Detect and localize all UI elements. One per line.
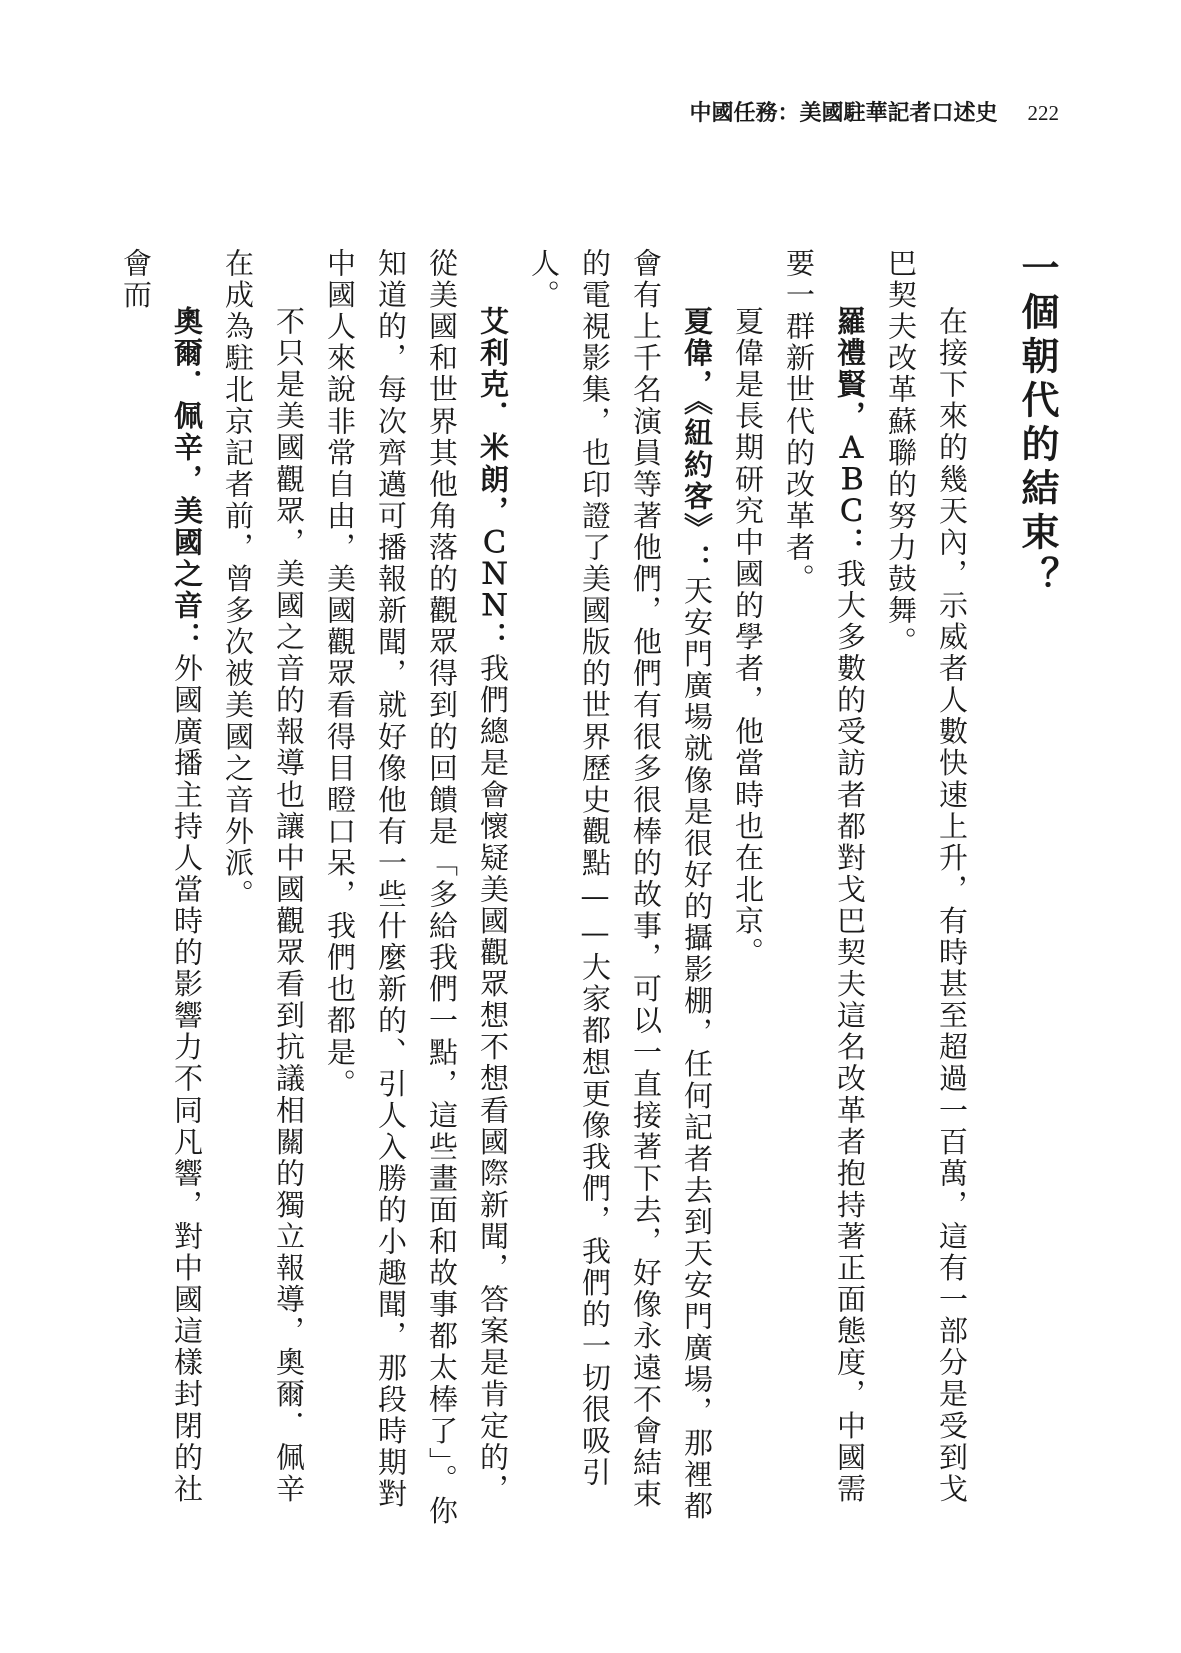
quote-paragraph-new-yorker	[518, 248, 722, 1528]
publication-title: 《紐約客》	[680, 400, 714, 544]
quote-text: 我們總是會懷疑美國觀眾想不想看國際新聞，答案是肯定的，從美國和世界其他角落的觀眾得到的回饋是「多給我們一點，這些畫面和故事都太棒了」。你知道的，每次齊邁可播報新聞，就好像他有一些什麼新的、引人入勝的小趣聞，那段時期對中國人來說非常自由，美國觀眾看得目瞪口呆，我們也都是。	[323, 248, 510, 1528]
speaker-label: 艾利克．米朗，ＣＮＮ：	[476, 306, 510, 654]
page-number: 222	[1027, 101, 1059, 125]
quote-paragraph-abc	[773, 248, 875, 1528]
quote-text: 外國廣播主持人當時的影響力不同凡響，對中國這樣封閉的社會而	[119, 248, 204, 1505]
paragraph-voa: 不只是美國觀眾，美國之音的報導也讓中國觀眾看到抗議相關的獨立報導，奧爾．佩辛在成為駐北京記者前，曾多次被美國之音外派。	[221, 248, 306, 1505]
quote-text: 我大多數的受訪者都對戈巴契夫這名改革者抱持著正面態度，中國需要一群新世代的改革者。	[782, 248, 867, 1505]
speaker-label: 羅禮賢，ＡＢＣ：	[833, 306, 867, 559]
quote-text: 天安門廣場就像是很好的攝影棚，任何記者去到天安門廣場，那裡都會有上千名演員等著他們，他們有很多很棒的故事，可以一直接著下去，好像永遠不會結束的電視影集，也印證了美國版的世界歷史觀點——大家都想更像我們，我們的一切很吸引人。	[527, 248, 714, 1522]
speaker-label: 奧爾．佩辛，美國之音：	[170, 306, 204, 654]
quote-paragraph-voa	[110, 248, 212, 1528]
section-title: 一個朝代的結束？	[1015, 248, 1060, 600]
running-header	[689, 96, 1059, 127]
paragraph-intro: 在接下來的幾天內，示威者人數快速上升，有時甚至超過一百萬，這有一部分是受到戈巴契夫改革蘇聯的努力鼓舞。	[884, 248, 969, 1505]
book-title: 中國任務：美國駐華記者口述史	[689, 100, 998, 126]
speaker-colon: ：	[680, 543, 714, 576]
vertical-text-body	[103, 248, 1063, 1528]
paragraph-schell: 夏偉是長期研究中國的學者，他當時也在北京。	[731, 306, 765, 969]
speaker-label: 夏偉，	[680, 306, 714, 401]
quote-paragraph-cnn	[314, 248, 518, 1528]
